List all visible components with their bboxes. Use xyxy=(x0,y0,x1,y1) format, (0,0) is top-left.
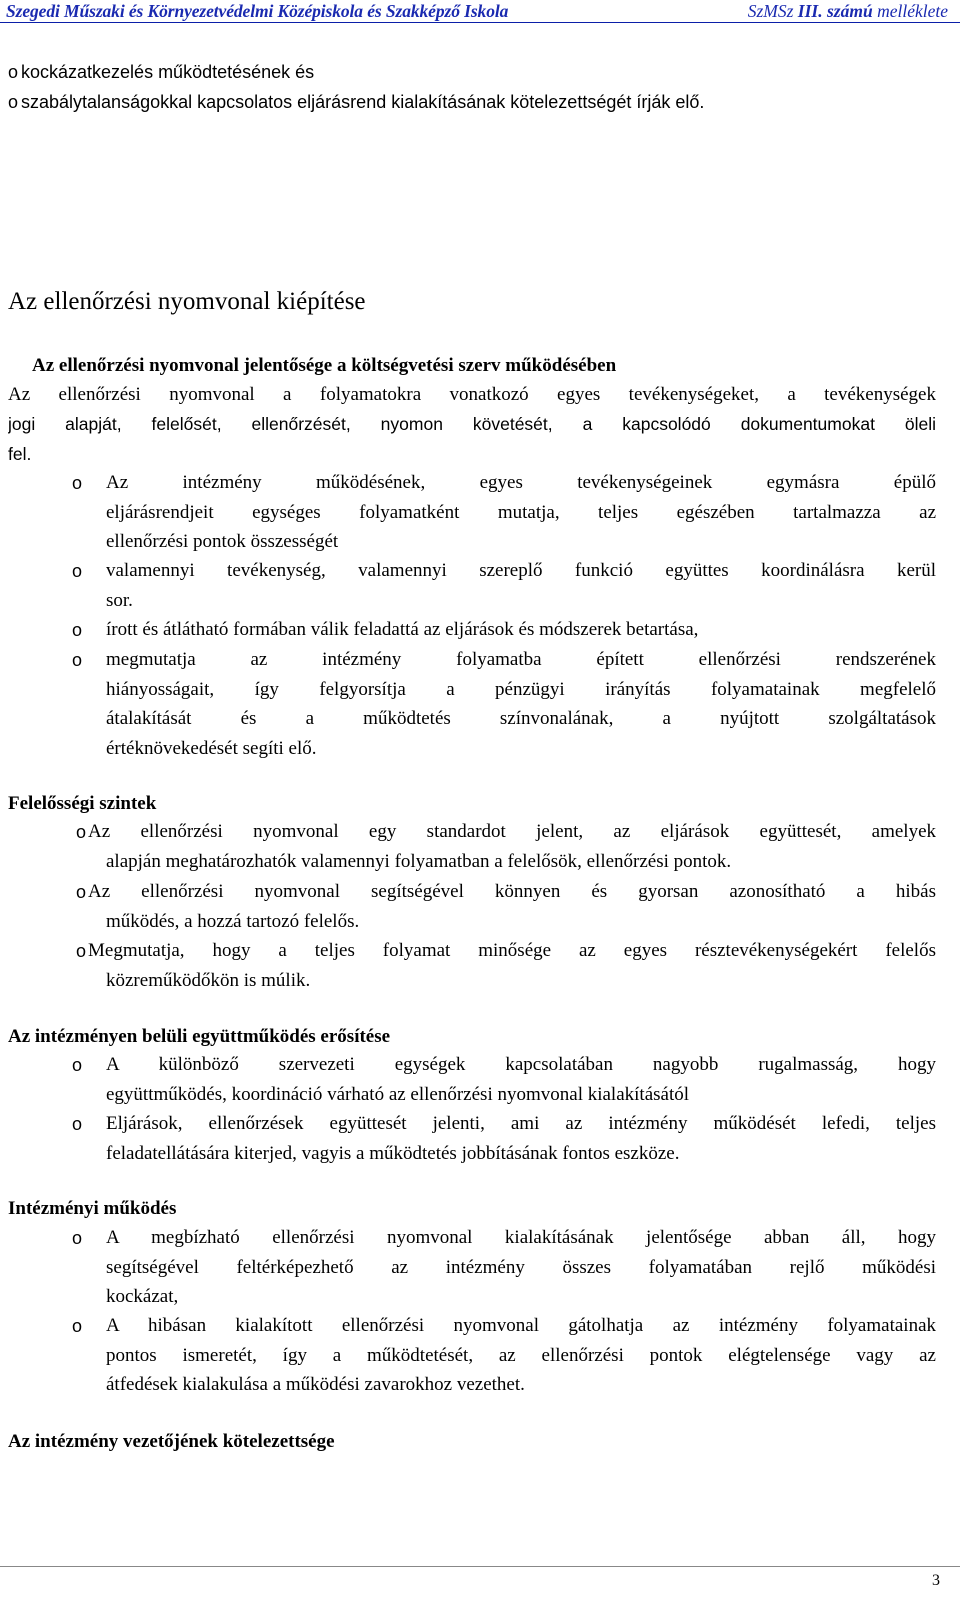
bullet-line: A különböző szervezeti egységek kapcsolatában nagyobb rugalmasság, hogy xyxy=(106,1054,936,1075)
page-number: 3 xyxy=(932,1572,940,1589)
bullet-marker: o xyxy=(72,1055,83,1075)
bullet-line: Az ellenőrzési nyomvonal segítségével könnyen és gyorsan azonosítható a hibás xyxy=(88,881,936,902)
bullet-line: valamennyi tevékenység, valamennyi szereplő funkció együttes koordinálásra kerül xyxy=(106,560,936,581)
bullet-line: hiányosságait, így felgyorsítja a pénzügyi irányítás folyamatainak megfelelő xyxy=(106,679,936,700)
bullet-line: együttműködés, koordináció várható az ellenőrzési nyomvonal kialakításától xyxy=(106,1084,690,1105)
bullet-marker: o xyxy=(72,473,83,493)
bullet-line: Az intézmény működésének, egyes tevékenységeinek egymásra épülő xyxy=(106,472,936,493)
bullet-line: alapján meghatározhatók valamennyi folyamatban a felelősök, ellenőrzési pontok. xyxy=(106,851,732,872)
section-heading: Az ellenőrzési nyomvonal kiépítése xyxy=(8,288,366,315)
bullet-line: eljárásrendjeit egységes folyamatként mutatja, teljes egészében tartalmazza az xyxy=(106,502,936,523)
top-list-item xyxy=(8,62,314,83)
top-list-text: szabálytalanságokkal kapcsolatos eljárásrend kialakításának kötelezettségét írják elő. xyxy=(21,92,705,112)
section-title: Intézményi működés xyxy=(8,1198,177,1219)
bullet-line: kockázat, xyxy=(106,1286,179,1307)
section-title: Az intézmény vezetőjének kötelezettsége xyxy=(8,1431,335,1452)
bullet-line: átalakítását és a működtetés színvonalának, a nyújtott szolgáltatások xyxy=(106,708,936,729)
top-list-item xyxy=(8,92,704,113)
bullet-line: ellenőrzési pontok összességét xyxy=(106,531,339,552)
section-title: Az intézményen belüli együttműködés erősítése xyxy=(8,1026,391,1047)
section-title: Felelősségi szintek xyxy=(8,793,157,814)
page-header xyxy=(0,0,960,23)
bullet-marker: o xyxy=(72,620,83,640)
intro-line: jogi alapját, felelősét, ellenőrzését, nyomon követését, a kapcsolódó dokumentumokat öleli xyxy=(8,414,936,434)
bullet-marker: o xyxy=(76,822,87,842)
annex-label xyxy=(748,1,948,22)
bullet-marker: o xyxy=(72,1316,83,1336)
footer-rule xyxy=(0,1566,960,1567)
bullet-line: írott és átlátható formában válik feladattá az eljárások és módszerek betartása, xyxy=(106,619,699,640)
bullet-line: Az ellenőrzési nyomvonal egy standardot jelent, az eljárások együttesét, amelyek xyxy=(88,821,936,842)
bullet-line: Megmutatja, hogy a teljes folyamat minősége az egyes résztevékenységekért felelős xyxy=(88,940,936,961)
bullet-line: segítségével feltérképezhető az intézmény összes folyamatában rejlő működési xyxy=(106,1257,936,1278)
bullet-line: értéknövekedését segíti elő. xyxy=(106,738,317,759)
bullet-line: A megbízható ellenőrzési nyomvonal kialakításának jelentősége abban áll, hogy xyxy=(106,1227,936,1248)
bullet-line: megmutatja az intézmény folyamatba épített ellenőrzési rendszerének xyxy=(106,649,936,670)
bullet-line: feladatellátására kiterjed, vagyis a működtetés jobbításának fontos eszköze. xyxy=(106,1143,680,1164)
bullet-line: közreműködőkön is múlik. xyxy=(106,970,311,991)
bullet-marker: o xyxy=(72,650,83,670)
school-name: Szegedi Műszaki és Környezetvédelmi Középiskola és Szakképző Iskola xyxy=(6,1,509,21)
bullet-marker: o xyxy=(8,62,19,82)
bullet-line: sor. xyxy=(106,590,133,611)
bullet-marker: o xyxy=(76,882,87,902)
annex-number: III. számú xyxy=(797,1,873,21)
bullet-line: pontos ismeretét, így a működtetését, az ellenőrzési pontok elégtelensége vagy az xyxy=(106,1345,936,1366)
bullet-marker: o xyxy=(72,1114,83,1134)
bullet-marker: o xyxy=(72,561,83,581)
section-subheading: Az ellenőrzési nyomvonal jelentősége a költségvetési szerv működésében xyxy=(32,355,617,376)
intro-line: Az ellenőrzési nyomvonal a folyamatokra vonatkozó egyes tevékenységeket, a tevékenységek xyxy=(8,384,936,405)
annex-suffix: melléklete xyxy=(877,1,948,21)
bullet-marker: o xyxy=(8,92,19,112)
intro-line: fel. xyxy=(8,444,32,464)
bullet-line: működés, a hozzá tartozó felelős. xyxy=(106,911,360,932)
annex-prefix: SzMSz xyxy=(747,1,794,21)
bullet-marker: o xyxy=(72,1228,83,1248)
bullet-line: átfedések kialakulása a működési zavarokhoz vezethet. xyxy=(106,1374,525,1395)
bullet-marker: o xyxy=(76,941,87,961)
top-list-text: kockázatkezelés működtetésének és xyxy=(21,62,315,82)
bullet-line: Eljárások, ellenőrzések együttesét jelenti, ami az intézmény működését lefedi, teljes xyxy=(106,1113,936,1134)
bullet-line: A hibásan kialakított ellenőrzési nyomvonal gátolhatja az intézmény folyamatainak xyxy=(106,1315,936,1336)
